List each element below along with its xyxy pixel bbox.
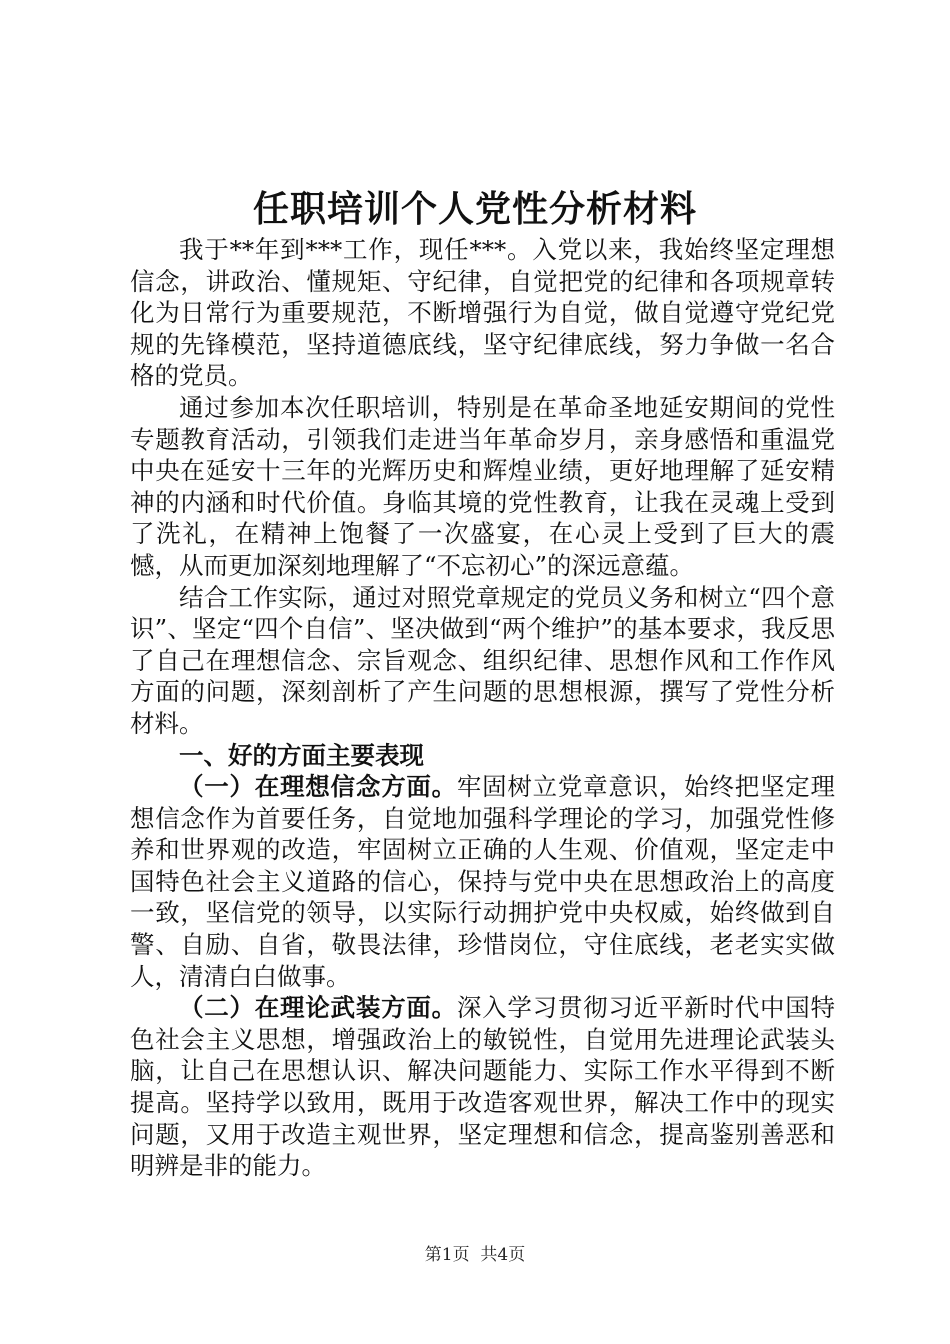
subsection-ideals-text: 牢固树立党章意识，始终把坚定理想信念作为首要任务，自觉地加强科学理论的学习，加强党性修养和世界观的改造，牢固树立正确的人生观、价值观，坚定走中国特色社会主义道路的信心，保持与党中央在思想政治上的高度一致，坚信党的领导，以实际行动拥护党中央权威，始终做到自警、自励、自省，敬畏法律，珍惜岗位，守住底线，老老实实做人，清清白白做事。	[130, 772, 835, 991]
footer-spacer	[470, 1245, 481, 1265]
page-footer	[0, 1244, 950, 1266]
subsection-theory	[130, 992, 835, 1182]
paragraph-reflection: 结合工作实际，通过对照党章规定的党员义务和树立“四个意识”、坚定“四个自信”、坚决做到“两个维护”的基本要求，我反思了自己在理想信念、宗旨观念、组织纪律、思想作风和工作作风方面的问题，深刻剖析了产生问题的思想根源，撰写了党性分析材料。	[130, 582, 835, 738]
subsection-theory-text: 深入学习贯彻习近平新时代中国特色社会主义思想，增强政治上的敏锐性，自觉用先进理论武装头脑，让自己在思想认识、解决问题能力、实际工作水平得到不断提高。坚持学以致用，既用于改造客观世界，解决工作中的现实问题，又用于改造主观世界，坚定理想和信念，提高鉴别善恶和明辨是非的能力。	[130, 993, 835, 1181]
section-heading: 一、好的方面主要表现	[179, 740, 424, 770]
paragraph-training: 通过参加本次任职培训，特别是在革命圣地延安期间的党性专题教育活动，引领我们走进当年革命岁月，亲身感悟和重温党中央在延安十三年的光辉历史和辉煌业绩，更好地理解了延安精神的内涵和时代价值。身临其境的党性教育，让我在灵魂上受到了洗礼，在精神上饱餐了一次盛宴，在心灵上受到了巨大的震憾，从而更加深刻地理解了“不忘初心”的深远意蕴。	[130, 392, 835, 580]
subsection-theory-lead: （二）在理论武装方面。	[179, 993, 457, 1023]
page-total: 共4页	[480, 1245, 526, 1265]
page-number: 第1页	[424, 1245, 470, 1265]
paragraph-intro: 我于**年到***工作，现任***。入党以来，我始终坚定理想信念，讲政治、懂规矩、守纪律，自觉把党的纪律和各项规章转化为日常行为重要规范，不断增强行为自觉，做自觉遵守党纪党规的先锋模范，坚持道德底线，坚守纪律底线，努力争做一名合格的党员。	[130, 235, 835, 391]
document-body	[130, 234, 835, 1182]
document-title: 任职培训个人党性分析材料	[252, 188, 697, 230]
subsection-ideals	[130, 771, 835, 992]
subsection-ideals-lead: （一）在理想信念方面。	[179, 772, 457, 802]
